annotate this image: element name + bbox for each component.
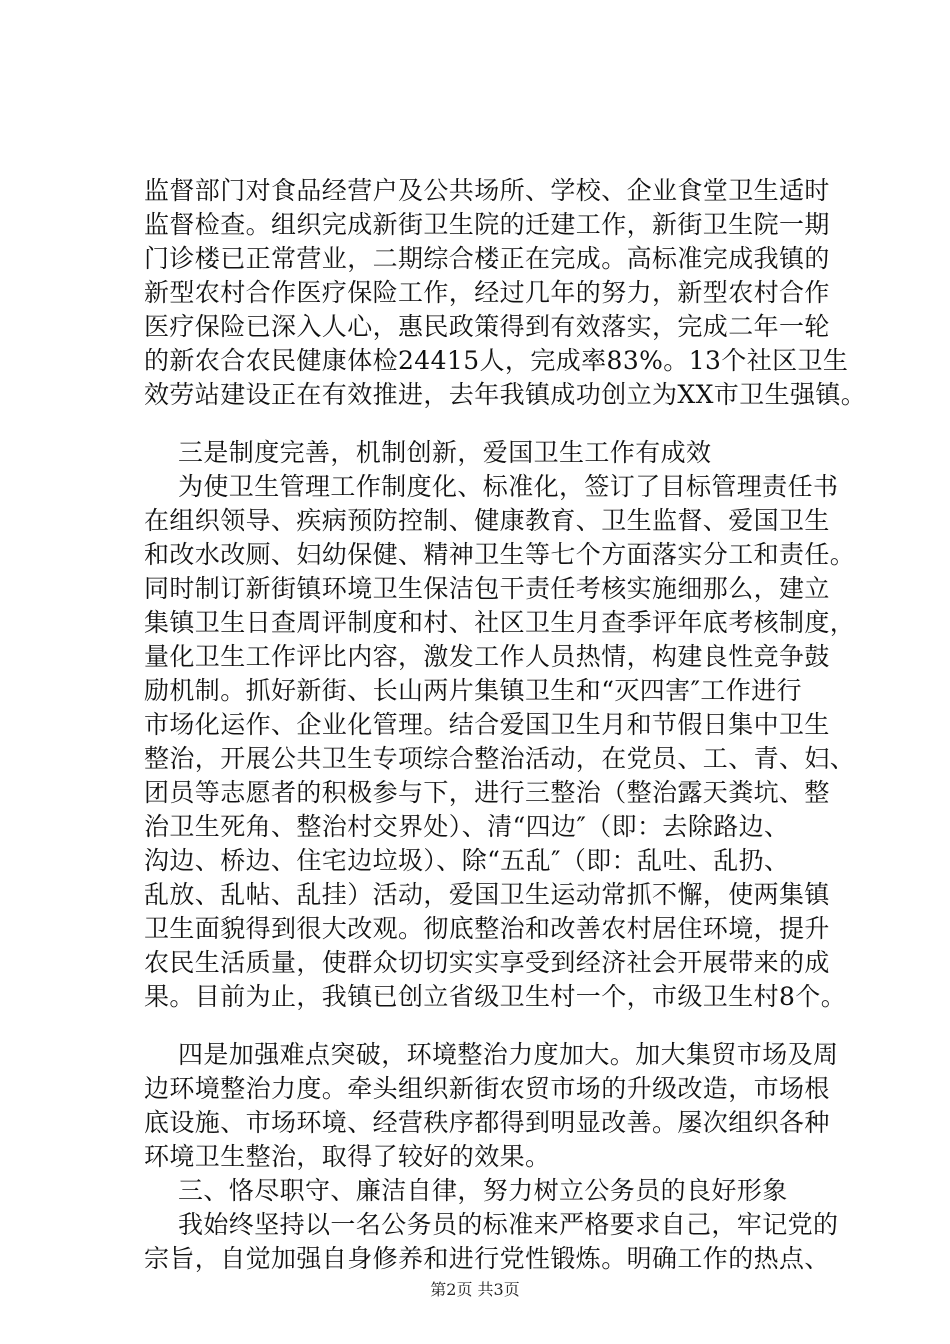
text-line: 监督检查。组织完成新街卫生院的迁建工作，新街卫生院一期 <box>144 210 830 239</box>
text-line: 沟边、桥边、住宅边垃圾）、除“五乱″（即：乱吐、乱扔、 <box>144 846 790 875</box>
section-heading: 三、恪尽职守、廉洁自律，努力树立公务员的良好形象 <box>178 1176 788 1205</box>
text-line: 在组织领导、疾病预防控制、健康教育、卫生监督、爱国卫生 <box>144 506 830 535</box>
text-line: 量化卫生工作评比内容，激发工作人员热情，构建良性竞争鼓 <box>144 642 830 671</box>
text-line: 乱放、乱帖、乱挂）活动，爱国卫生运动常抓不懈，使两集镇 <box>144 880 830 909</box>
text-line: 治卫生死角、整治村交界处）、清“四边″（即：去除路边、 <box>144 812 790 841</box>
text-line: 边环境整治力度。牵头组织新街农贸市场的升级改造，市场根 <box>144 1074 830 1103</box>
text-line: 集镇卫生日查周评制度和村、社区卫生月查季评年底考核制度， <box>144 608 856 637</box>
text-line: 果。目前为止，我镇已创立省级卫生村一个，市级卫生村8个。 <box>144 982 847 1011</box>
page-number: 第2页 共3页 <box>430 1280 520 1299</box>
text-line: 同时制订新街镇环境卫生保洁包干责任考核实施细那么，建立 <box>144 574 830 603</box>
text-line: 我始终坚持以一名公务员的标准来严格要求自己，牢记党的 <box>178 1210 839 1239</box>
text-line: 环境卫生整治，取得了较好的效果。 <box>144 1142 551 1171</box>
text-line: 的新农合农民健康体检24415人，完成率83%。13个社区卫生 <box>144 346 849 375</box>
text-line: 励机制。抓好新街、长山两片集镇卫生和“灭四害″工作进行 <box>144 676 802 705</box>
text-line: 门诊楼已正常营业，二期综合楼正在完成。高标准完成我镇的 <box>144 244 830 273</box>
text-line: 新型农村合作医疗保险工作，经过几年的努力，新型农村合作 <box>144 278 830 307</box>
text-line: 底设施、市场环境、经营秩序都得到明显改善。屡次组织各种 <box>144 1108 830 1137</box>
text-line: 四是加强难点突破，环境整治力度加大。加大集贸市场及周 <box>178 1040 839 1069</box>
section-heading: 三是制度完善，机制创新，爱国卫生工作有成效 <box>178 438 712 467</box>
text-line: 宗旨，自觉加强自身修养和进行党性锻炼。明确工作的热点、 <box>144 1244 830 1273</box>
text-line: 整治，开展公共卫生专项综合整治活动，在党员、工、青、妇、 <box>144 744 856 773</box>
text-line: 团员等志愿者的积极参与下，进行三整治（整治露天粪坑、整 <box>144 778 830 807</box>
text-line: 市场化运作、企业化管理。结合爱国卫生月和节假日集中卫生 <box>144 710 830 739</box>
text-line: 卫生面貌得到很大改观。彻底整治和改善农村居住环境，提升 <box>144 914 830 943</box>
text-line: 监督部门对食品经营户及公共场所、学校、企业食堂卫生适时 <box>144 176 830 205</box>
text-line: 效劳站建设正在有效推进，去年我镇成功创立为XX市卫生强镇。 <box>144 380 867 409</box>
text-line: 医疗保险已深入人心，惠民政策得到有效落实，完成二年一轮 <box>144 312 830 341</box>
text-line: 农民生活质量，使群众切切实实享受到经济社会开展带来的成 <box>144 948 830 977</box>
text-line: 为使卫生管理工作制度化、标准化，签订了目标管理责任书 <box>178 472 839 501</box>
text-line: 和改水改厕、妇幼保健、精神卫生等七个方面落实分工和责任。 <box>144 540 856 569</box>
